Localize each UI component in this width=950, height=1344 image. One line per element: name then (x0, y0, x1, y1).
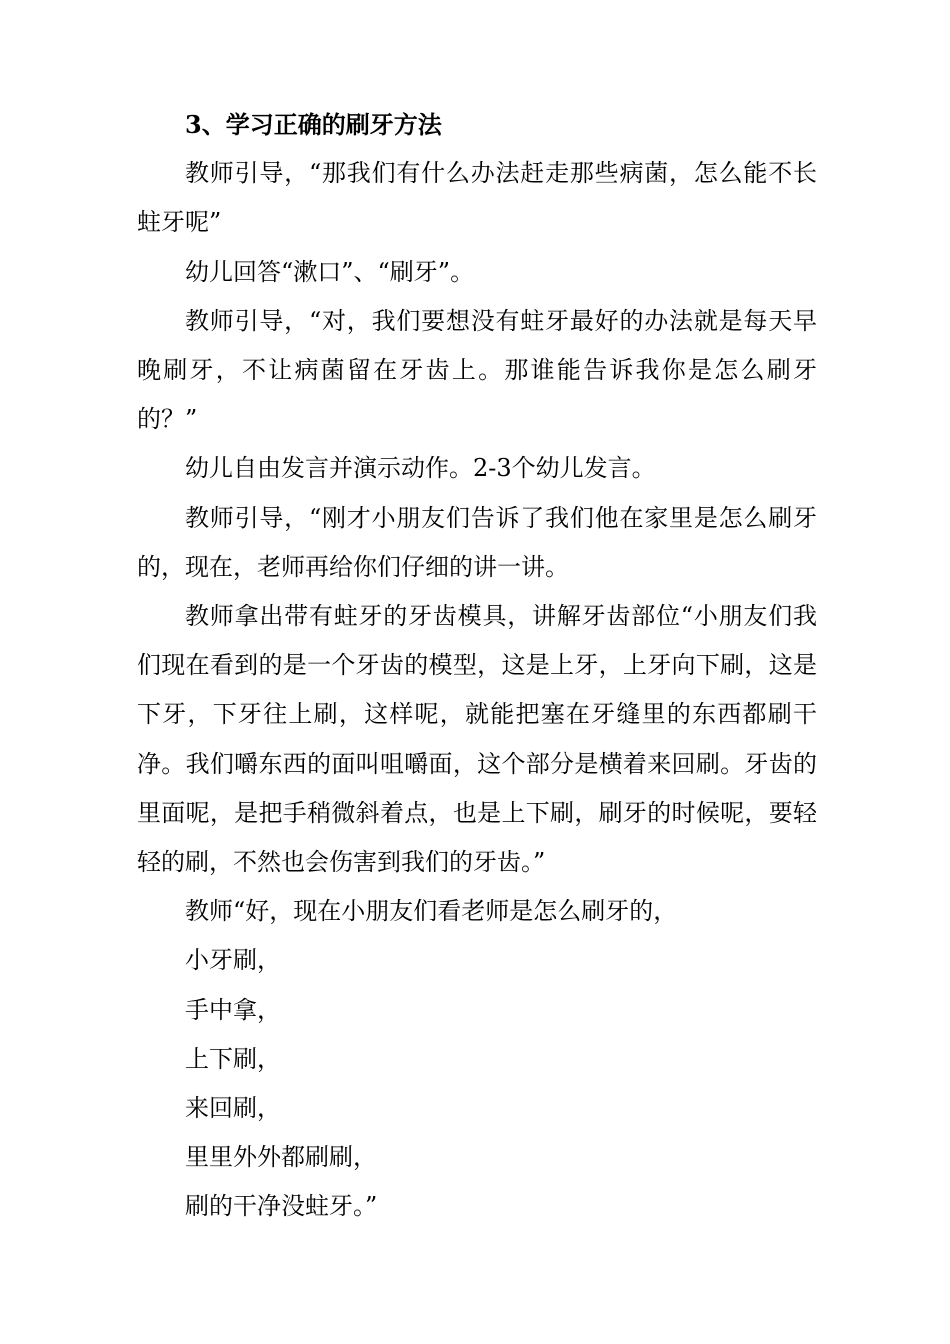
rhyme-line: 手中拿， (185, 995, 281, 1024)
rhyme-line: 来回刷， (185, 1094, 281, 1123)
rhyme-line: 小牙刷， (185, 946, 281, 975)
section-heading: 3、学习正确的刷牙方法 (185, 110, 442, 139)
paragraph: 幼儿自由发言并演示动作。2-3个幼儿发言。 (185, 454, 656, 483)
rhyme-line: 刷的干净没蛀牙。” (185, 1192, 378, 1221)
paragraph: 教师“好，现在小朋友们看老师是怎么刷牙的， (185, 897, 678, 926)
document-page (137, 100, 817, 1232)
rhyme-line: 里里外外都刷刷， (185, 1143, 377, 1172)
paragraph: 教师引导，“对，我们要想没有蛀牙最好的办法就是每天早晚刷牙，不让病菌留在牙齿上。那谁能告诉我你是怎么刷牙的？” (137, 306, 817, 434)
rhyme-line: 上下刷， (185, 1044, 281, 1073)
paragraph: 教师拿出带有蛀牙的牙齿模具，讲解牙齿部位“小朋友们我们现在看到的是一个牙齿的模型，这是上牙，上牙向下刷，这是下牙，下牙往上刷，这样呢，就能把塞在牙缝里的东西都刷干净。我们嚼东西的面叫咀嚼面，这个部分是横着来回刷。牙齿的里面呢，是把手稍微斜着点，也是上下刷，刷牙的时候呢，要轻轻的刷，不然也会伤害到我们的牙齿。” (137, 602, 817, 877)
paragraph: 幼儿回答“漱口”、“刷牙”。 (185, 257, 475, 286)
paragraph: 教师引导，“那我们有什么办法赶走那些病菌，怎么能不长蛀牙呢” (137, 159, 817, 237)
paragraph: 教师引导，“刚才小朋友们告诉了我们他在家里是怎么刷牙的，现在，老师再给你们仔细的讲一讲。 (137, 503, 817, 581)
